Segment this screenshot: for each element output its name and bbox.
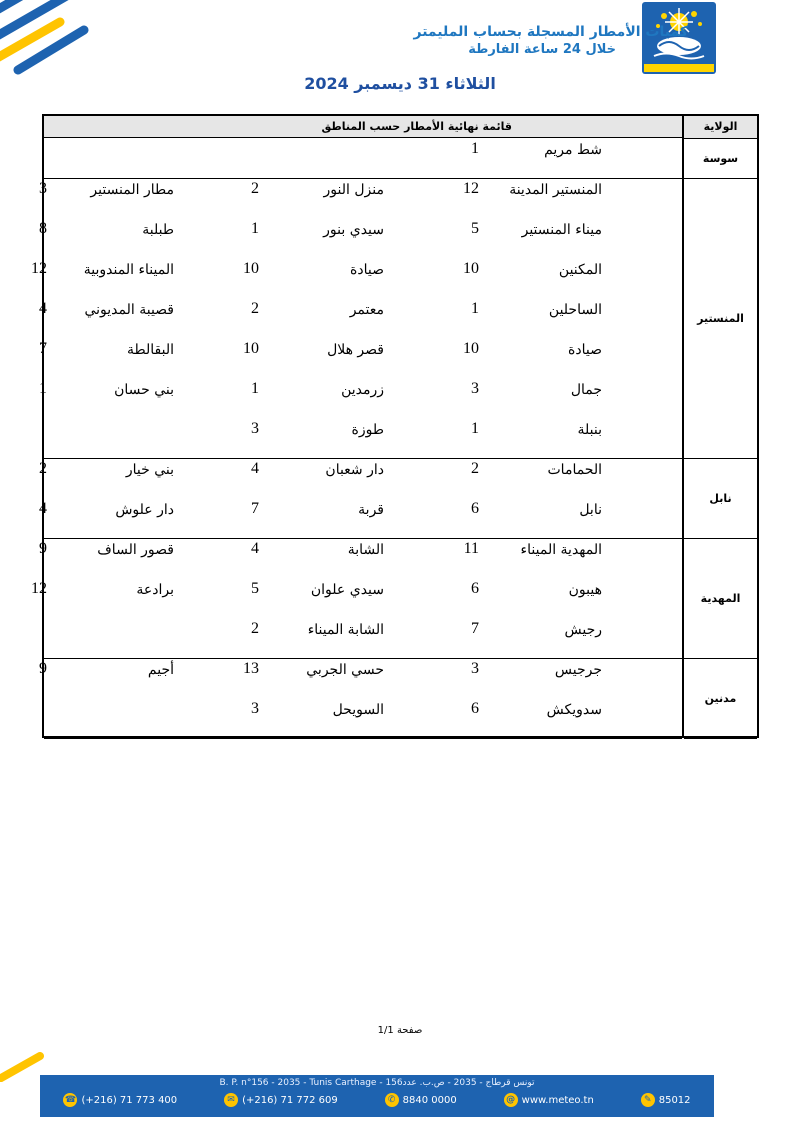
station-name: مطار المنستير	[90, 182, 174, 198]
station-name: زرمدين	[341, 382, 384, 398]
station-name: هيبون	[568, 582, 602, 598]
station-name: نابل	[579, 502, 602, 518]
table-row	[44, 618, 682, 658]
rainfall-value: 9	[39, 540, 47, 557]
rainfall-value: 8	[39, 220, 47, 237]
rainfall-value: 1	[471, 420, 479, 437]
station-name: قصيبة المديوني	[84, 302, 174, 318]
table-row	[31, 578, 682, 618]
station-name: منزل النور	[323, 182, 384, 198]
footer-contact-text: (+216) 71 773 400	[81, 1094, 178, 1106]
station-name: دار علوش	[115, 502, 174, 518]
governorate-group	[31, 538, 682, 659]
table-row	[39, 538, 682, 578]
rainfall-value: 12	[31, 260, 47, 277]
governorate-name: المهدية	[684, 538, 757, 659]
rainfall-value: 6	[471, 700, 479, 717]
rainfall-value: 2	[251, 300, 259, 317]
table-row	[44, 698, 682, 738]
rainfall-value: 3	[251, 700, 259, 717]
station-name: بني حسان	[114, 382, 174, 398]
footer-contact-item	[63, 1093, 177, 1107]
rainfall-value: 2	[39, 460, 47, 477]
report-date: الثلاثاء 31 ديسمبر 2024	[304, 74, 496, 93]
rainfall-value: 5	[251, 580, 259, 597]
footer-contact-item	[385, 1093, 457, 1107]
station-name: السويحل	[332, 702, 384, 718]
station-name: سيدي بنور	[323, 222, 384, 238]
governorate-name: نابل	[684, 458, 757, 539]
rainfall-value: 6	[471, 580, 479, 597]
station-name: صيادة	[350, 262, 384, 278]
rainfall-value: 1	[251, 220, 259, 237]
phone-icon: ☎	[64, 1095, 77, 1105]
station-name: حسي الجربي	[306, 662, 384, 678]
rainfall-value: 13	[243, 660, 259, 677]
rainfall-value: 5	[471, 220, 479, 237]
station-name: شط مريم	[544, 142, 602, 158]
rainfall-value: 12	[463, 180, 479, 197]
rainfall-value: 4	[251, 460, 259, 477]
station-name: الشابة	[347, 542, 384, 558]
table-row	[31, 258, 682, 298]
footer-contact-text: 85012	[658, 1094, 691, 1106]
rainfall-value: 6	[471, 500, 479, 517]
footer-contact-item	[224, 1093, 338, 1107]
table-row	[39, 218, 682, 258]
station-name: الميناء المندوبية	[83, 262, 174, 278]
table-row	[44, 138, 682, 178]
footer-contact-text: www.meteo.tn	[521, 1094, 594, 1106]
header-stripes-decoration	[0, 0, 90, 80]
regions-header: قائمة نهائية الأمطار حسب المناطق	[44, 116, 682, 138]
report-title: كميات الأمطار المسجلة بحساب المليمتر	[413, 24, 688, 40]
rainfall-value: 1	[251, 380, 259, 397]
station-name: الشابة الميناء	[307, 622, 384, 638]
governorate-group	[39, 658, 682, 739]
station-name: الساحلين	[548, 302, 602, 318]
governorate-column	[682, 116, 757, 736]
governorate-group	[31, 178, 682, 459]
footer-contact-item	[641, 1093, 691, 1107]
table-row	[44, 418, 682, 458]
table-row	[39, 498, 682, 538]
station-name: المهدية الميناء	[520, 542, 602, 558]
governorate-name: سوسة	[684, 138, 757, 179]
governorate-group	[44, 138, 682, 179]
station-name: أجيم	[147, 662, 174, 678]
rainfall-value: 3	[471, 660, 479, 677]
station-name: بني خيار	[125, 462, 174, 478]
rainfall-value: 2	[251, 180, 259, 197]
station-name: قصور الساف	[97, 542, 174, 558]
station-name: المكنين	[558, 262, 602, 278]
station-name: قربة	[358, 502, 384, 518]
rainfall-value: 2	[471, 460, 479, 477]
station-name: معتمر	[349, 302, 384, 318]
station-name: جمال	[570, 382, 602, 398]
rainfall-value: 1	[39, 380, 47, 397]
rainfall-value: 7	[39, 340, 47, 357]
station-name: دار شعبان	[325, 462, 384, 478]
station-name: سيدي علوان	[310, 582, 384, 598]
station-name: الحمامات	[547, 462, 602, 478]
station-name: طوزة	[351, 422, 384, 438]
rainfall-value: 3	[471, 380, 479, 397]
rainfall-value: 2	[251, 620, 259, 637]
table-row	[39, 298, 682, 338]
station-name: بنبلة	[577, 422, 602, 438]
station-name: قصر هلال	[327, 342, 384, 358]
station-name: البقالطة	[127, 342, 174, 358]
rainfall-value: 3	[39, 180, 47, 197]
rainfall-table	[31, 114, 759, 738]
sms-icon: ✎	[641, 1093, 655, 1107]
rainfall-value: 10	[243, 260, 259, 277]
footer-contact-item	[504, 1093, 594, 1107]
logo-caption-bar	[644, 64, 714, 72]
rainfall-value: 10	[463, 260, 479, 277]
station-name: طبلبة	[142, 222, 174, 238]
rainfall-value: 4	[39, 500, 47, 517]
station-name: رجيش	[564, 622, 602, 638]
governorate-group	[39, 458, 682, 539]
footer-contacts	[40, 1093, 714, 1107]
station-name: ميناء المنستير	[521, 222, 602, 238]
table-row	[39, 338, 682, 378]
report-subtitle: خلال 24 ساعة الفارطة	[468, 42, 616, 57]
table-row	[39, 458, 682, 498]
station-name: برادعة	[136, 582, 174, 598]
rainfall-value: 10	[243, 340, 259, 357]
rainfall-value: 7	[251, 500, 259, 517]
web-icon: @	[504, 1093, 518, 1107]
station-name: جرجيس	[554, 662, 602, 678]
footer-contact-text: (+216) 71 772 609	[242, 1094, 338, 1106]
table-row	[39, 378, 682, 418]
table-row	[39, 178, 682, 218]
rainfall-value: 1	[471, 300, 479, 317]
footer-contact-band	[40, 1075, 714, 1117]
governorate-header: الولاية	[684, 116, 757, 139]
rainfall-value: 4	[39, 300, 47, 317]
governorate-name: المنستير	[684, 178, 757, 459]
page-number: صفحة 1/1	[377, 1025, 423, 1036]
station-name: سدويكش	[546, 702, 602, 718]
station-name: صيادة	[568, 342, 602, 358]
rainfall-value: 11	[463, 540, 479, 557]
rainfall-value: 1	[471, 140, 479, 157]
footer-contact-text: 8840 0000	[402, 1094, 457, 1106]
governorate-name: مدنين	[684, 658, 757, 739]
table-row	[39, 658, 682, 698]
rainfall-value: 10	[463, 340, 479, 357]
fax-icon: ✉	[224, 1093, 238, 1107]
rainfall-value: 9	[39, 660, 47, 677]
hotline-icon: ✆	[385, 1093, 399, 1107]
footer-address: B. P. n°156 - 2035 - Tunis Carthage - تونس قرطاج - 2035 - ص.ب. عدد156	[219, 1078, 535, 1088]
rainfall-value: 4	[251, 540, 259, 557]
rainfall-value: 7	[471, 620, 479, 637]
station-name: المنستير المدينة	[509, 182, 602, 198]
rainfall-value: 12	[31, 580, 47, 597]
rainfall-value: 3	[251, 420, 259, 437]
